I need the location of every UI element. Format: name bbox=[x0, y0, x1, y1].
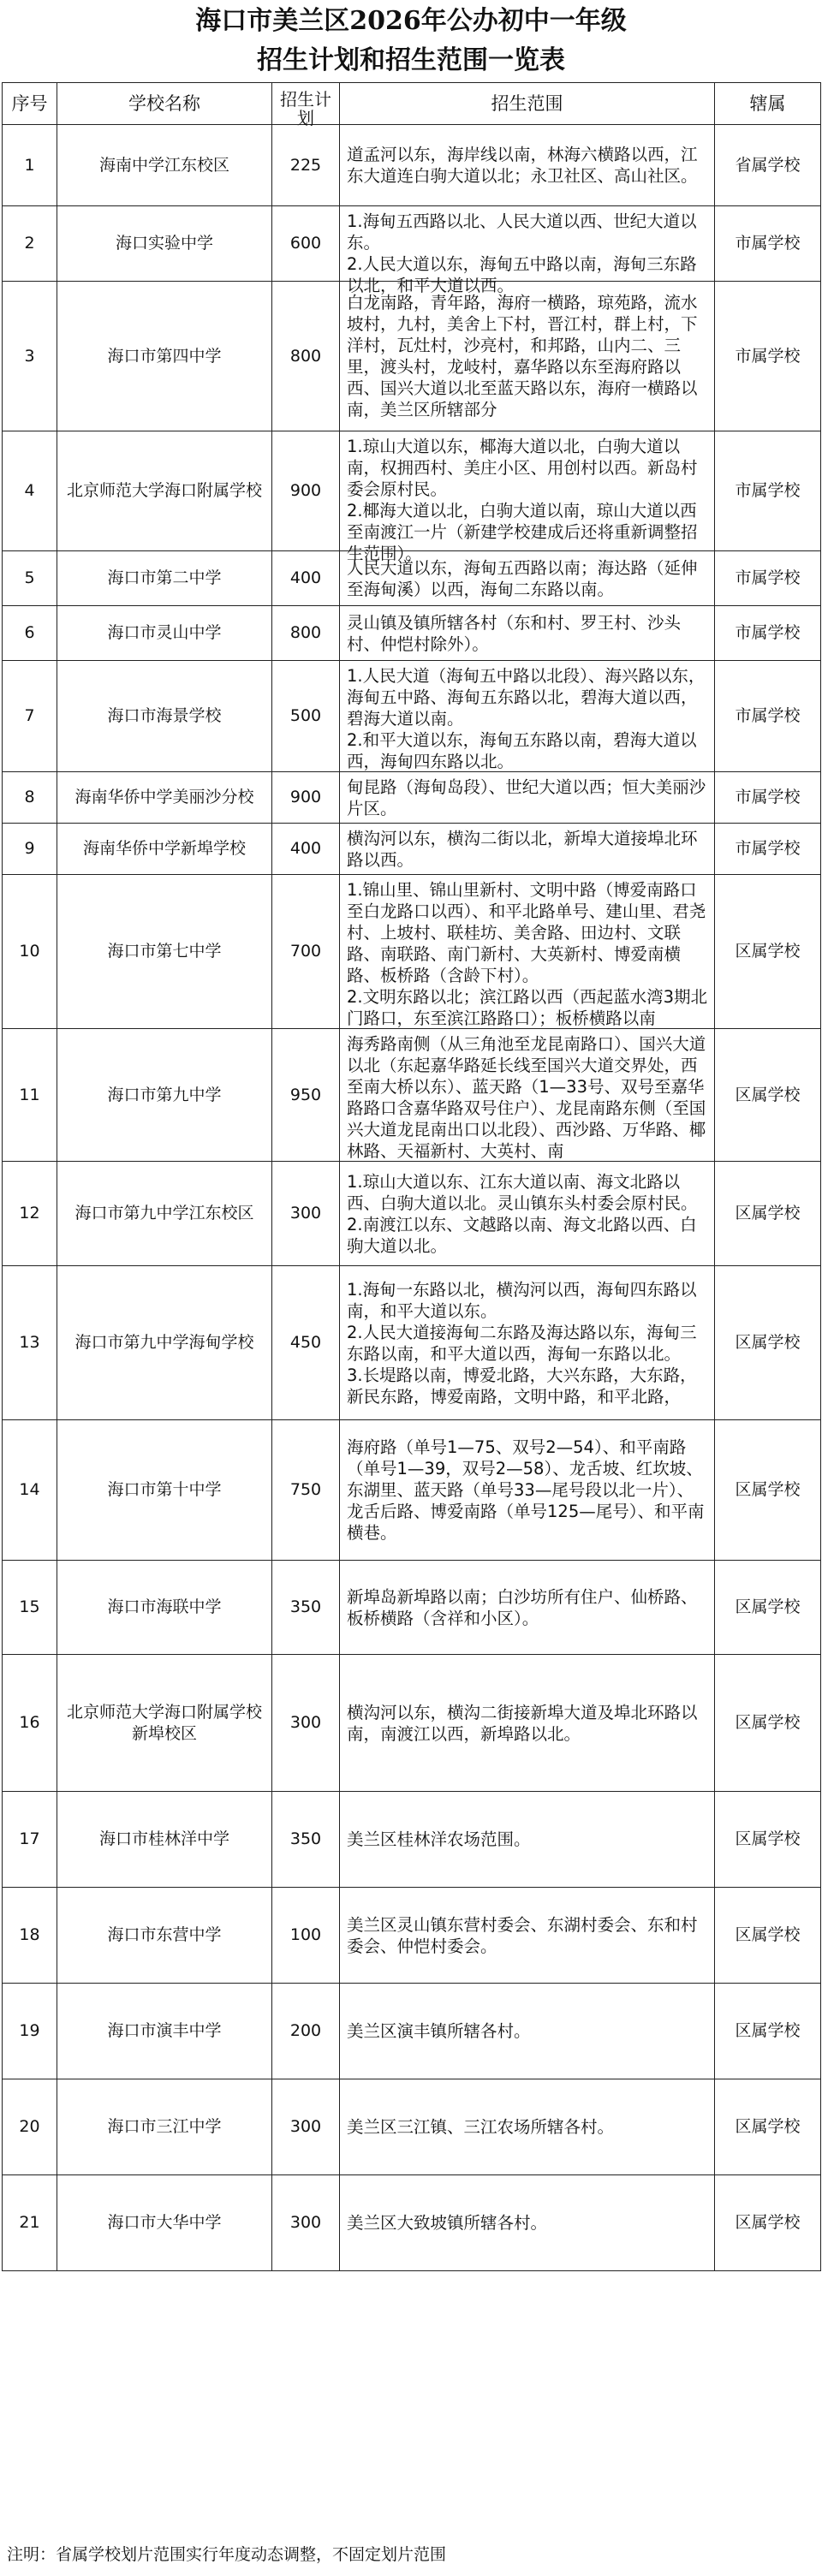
enrollment-scope-text bbox=[347, 665, 707, 771]
enrollment-plan: 100 bbox=[272, 1888, 340, 1984]
enrollment-scope-text bbox=[347, 1437, 707, 1544]
school-name: 海口实验中学 bbox=[57, 206, 272, 282]
enrollment-scope-text bbox=[347, 144, 707, 187]
table-row bbox=[3, 551, 821, 606]
enrollment-scope bbox=[340, 661, 715, 772]
table-row bbox=[3, 606, 821, 661]
school-name: 海口市第十中学 bbox=[57, 1420, 272, 1561]
jurisdiction: 区属学校 bbox=[715, 1792, 821, 1888]
row-number: 13 bbox=[3, 1266, 57, 1420]
enrollment-plan: 400 bbox=[272, 551, 340, 606]
footnote: 注明：省属学校划片范围实行年度动态调整，不固定划片范围 bbox=[7, 2545, 447, 2564]
enrollment-plan: 350 bbox=[272, 1561, 340, 1655]
jurisdiction: 区属学校 bbox=[715, 2079, 821, 2175]
jurisdiction: 省属学校 bbox=[715, 125, 821, 206]
jurisdiction: 市属学校 bbox=[715, 431, 821, 551]
row-number: 16 bbox=[3, 1655, 57, 1792]
row-number: 17 bbox=[3, 1792, 57, 1888]
row-number: 6 bbox=[3, 606, 57, 661]
school-name: 海口市东营中学 bbox=[57, 1888, 272, 1984]
enrollment-plan: 900 bbox=[272, 772, 340, 824]
enrollment-plan: 500 bbox=[272, 661, 340, 772]
scope-paragraph: 3.长堤路以南，博爱北路，大兴东路，大东路，新民东路，博爱南路，文明中路，和平北路， bbox=[347, 1365, 697, 1407]
school-name: 海口市大华中学 bbox=[57, 2175, 272, 2271]
jurisdiction: 市属学校 bbox=[715, 661, 821, 772]
row-number: 19 bbox=[3, 1984, 57, 2079]
enrollment-scope bbox=[340, 1162, 715, 1266]
table-row bbox=[3, 1420, 821, 1561]
school-name: 海南华侨中学美丽沙分校 bbox=[57, 772, 272, 824]
enrollment-scope bbox=[340, 1029, 715, 1162]
scope-paragraph: 人民大道以东，海甸五西路以南；海达路（延伸至海甸溪）以西，海甸二东路以南。 bbox=[347, 557, 698, 599]
enrollment-scope-text bbox=[347, 2116, 707, 2138]
jurisdiction: 区属学校 bbox=[715, 875, 821, 1029]
jurisdiction: 市属学校 bbox=[715, 551, 821, 606]
enrollment-plan: 400 bbox=[272, 824, 340, 875]
enrollment-scope bbox=[340, 875, 715, 1029]
table-row bbox=[3, 661, 821, 772]
document-title bbox=[0, 0, 822, 82]
enrollment-scope-text bbox=[347, 776, 707, 819]
school-name: 海口市第九中学江东校区 bbox=[57, 1162, 272, 1266]
enrollment-scope bbox=[340, 125, 715, 206]
jurisdiction: 区属学校 bbox=[715, 2175, 821, 2271]
enrollment-scope bbox=[340, 431, 715, 563]
enrollment-scope bbox=[340, 282, 715, 431]
scope-paragraph: 甸昆路（海甸岛段）、世纪大道以西；恒大美丽沙片区。 bbox=[347, 776, 706, 818]
school-name: 海口市灵山中学 bbox=[57, 606, 272, 661]
scope-paragraph: 新埠岛新埠路以南；白沙坊所有住户、仙桥路、板桥横路（含祥和小区）。 bbox=[347, 1586, 698, 1628]
scope-paragraph: 1.海甸一东路以北，横沟河以西，海甸四东路以南，和平大道以东。 bbox=[347, 1279, 697, 1321]
enrollment-scope bbox=[340, 1888, 715, 1984]
enrollment-scope-text bbox=[347, 828, 707, 871]
table-row bbox=[3, 2175, 821, 2271]
header-no: 序号 bbox=[3, 83, 57, 125]
table-row bbox=[3, 772, 821, 824]
table-row bbox=[3, 1984, 821, 2079]
enrollment-scope bbox=[340, 551, 715, 606]
row-number: 21 bbox=[3, 2175, 57, 2271]
enrollment-plan: 300 bbox=[272, 2175, 340, 2271]
scope-paragraph: 2.文明东路以北；滨江路以西（西起蓝水湾3期北门路口，东至滨江路路口）；板桥横路以南 bbox=[347, 986, 708, 1028]
scope-paragraph: 2.人民大道以东，海甸五中路以南，海甸三东路以北，和平大道以西。 bbox=[347, 253, 697, 295]
row-number: 5 bbox=[3, 551, 57, 606]
enrollment-scope bbox=[340, 1266, 715, 1420]
enrollment-table bbox=[2, 82, 821, 2271]
enrollment-scope-text bbox=[347, 292, 707, 420]
jurisdiction: 市属学校 bbox=[715, 206, 821, 282]
header-row bbox=[3, 83, 821, 125]
enrollment-plan: 225 bbox=[272, 125, 340, 206]
enrollment-plan: 600 bbox=[272, 206, 340, 282]
header-plan-label: 招生计划 bbox=[280, 89, 331, 128]
enrollment-plan: 200 bbox=[272, 1984, 340, 2079]
row-number: 1 bbox=[3, 125, 57, 206]
enrollment-scope-text bbox=[347, 1829, 707, 1850]
scope-paragraph: 横沟河以东，横沟二街以北，新埠大道接埠北环路以西。 bbox=[347, 828, 698, 870]
enrollment-scope-text bbox=[347, 436, 707, 563]
row-number: 9 bbox=[3, 824, 57, 875]
jurisdiction: 市属学校 bbox=[715, 606, 821, 661]
row-number: 3 bbox=[3, 282, 57, 431]
table-row bbox=[3, 125, 821, 206]
scope-paragraph: 美兰区灵山镇东营村委会、东湖村委会、东和村委会、仲恺村委会。 bbox=[347, 1914, 698, 1956]
row-number: 11 bbox=[3, 1029, 57, 1162]
enrollment-scope-text bbox=[347, 1702, 707, 1745]
scope-paragraph: 1.琼山大道以东、江东大道以南、海文北路以西、白驹大道以北。灵山镇东头村委会原村民。 bbox=[347, 1171, 698, 1213]
enrollment-plan: 300 bbox=[272, 2079, 340, 2175]
table-row bbox=[3, 1792, 821, 1888]
scope-paragraph: 2.人民大道接海甸二东路及海达路以东，海甸三东路以南，和平大道以西，海甸一东路以北。 bbox=[347, 1322, 697, 1364]
scope-paragraph: 美兰区桂林洋农场范围。 bbox=[347, 1829, 531, 1849]
enrollment-scope-text bbox=[347, 557, 707, 600]
enrollment-scope bbox=[340, 824, 715, 875]
scope-paragraph: 2.南渡江以东、文越路以南、海文北路以西、白驹大道以北。 bbox=[347, 1214, 697, 1256]
school-name: 海南华侨中学新埠学校 bbox=[57, 824, 272, 875]
scope-paragraph: 2.椰海大道以北，白驹大道以南，琼山大道以西至南渡江一片（新建学校建成后还将重新调整招生范围）。 bbox=[347, 500, 698, 563]
scope-paragraph: 灵山镇及镇所辖各村（东和村、罗王村、沙头村、仲恺村除外）。 bbox=[347, 612, 682, 654]
enrollment-scope bbox=[340, 1561, 715, 1655]
jurisdiction: 市属学校 bbox=[715, 282, 821, 431]
school-name: 海口市第四中学 bbox=[57, 282, 272, 431]
enrollment-scope-text bbox=[347, 879, 708, 1028]
row-number: 14 bbox=[3, 1420, 57, 1561]
enrollment-scope-text bbox=[347, 1586, 707, 1629]
enrollment-scope-text bbox=[347, 612, 707, 655]
school-name: 海口市第七中学 bbox=[57, 875, 272, 1029]
scope-paragraph: 美兰区大致坡镇所辖各村。 bbox=[347, 2213, 548, 2233]
jurisdiction: 区属学校 bbox=[715, 1984, 821, 2079]
table-row bbox=[3, 1266, 821, 1420]
school-name: 海口市海景学校 bbox=[57, 661, 272, 772]
scope-paragraph: 1.琼山大道以东，椰海大道以北，白驹大道以南，权拥西村、美庄小区、用创村以西。新岛村委会原村民。 bbox=[347, 436, 698, 499]
school-name: 海口市海联中学 bbox=[57, 1561, 272, 1655]
scope-paragraph: 海府路（单号1—75、双号2—54）、和平南路（单号1—39，双号2—58）、龙舌坡、红坎坡、东湖里、蓝天路（单号33—尾号段以北一片）、龙舌后路、博爱南路（单号125—尾号）、和平南横巷。 bbox=[347, 1437, 705, 1543]
row-number: 4 bbox=[3, 431, 57, 551]
jurisdiction: 区属学校 bbox=[715, 1561, 821, 1655]
enrollment-plan: 900 bbox=[272, 431, 340, 551]
title-line-1: 海口市美兰区2026年公办初中一年级 bbox=[195, 6, 627, 36]
scope-paragraph: 1.锦山里、锦山里新村、文明中路（博爱南路口至白龙路口以西）、和平北路单号、建山里、君尧村、上坡村、联桂坊、美舍路、田边村、文联路、南联路、南门新村、大英新村、博爱南横路、板桥路（含龄下村）。 bbox=[347, 879, 706, 985]
enrollment-scope bbox=[340, 1420, 715, 1561]
jurisdiction: 市属学校 bbox=[715, 772, 821, 824]
jurisdiction: 区属学校 bbox=[715, 1655, 821, 1792]
header-scope: 招生范围 bbox=[340, 83, 715, 125]
row-number: 7 bbox=[3, 661, 57, 772]
enrollment-scope bbox=[340, 1792, 715, 1888]
jurisdiction: 区属学校 bbox=[715, 1266, 821, 1420]
row-number: 18 bbox=[3, 1888, 57, 1984]
enrollment-scope bbox=[340, 1984, 715, 2079]
school-name: 海口市桂林洋中学 bbox=[57, 1792, 272, 1888]
scope-paragraph: 2.和平大道以东，海甸五东路以南，碧海大道以西，海甸四东路以北。 bbox=[347, 729, 697, 771]
scope-paragraph: 海秀路南侧（从三角池至龙昆南路口）、国兴大道以北（东起嘉华路延长线至国兴大道交界处，西至南大桥以东）、蓝天路（1—33号、双号至嘉华路路口含嘉华路双号住户）、龙昆南路东侧（至国兴大道龙昆南出口以北段）、西沙路、万华路、椰林路、天福新村、大英村、南 bbox=[347, 1033, 706, 1161]
table-row bbox=[3, 1029, 821, 1162]
enrollment-scope bbox=[340, 772, 715, 824]
jurisdiction: 区属学校 bbox=[715, 1420, 821, 1561]
enrollment-scope bbox=[340, 606, 715, 661]
row-number: 2 bbox=[3, 206, 57, 282]
school-name: 北京师范大学海口附属学校新埠校区 bbox=[57, 1655, 272, 1792]
enrollment-scope bbox=[340, 2079, 715, 2175]
enrollment-scope bbox=[340, 2175, 715, 2271]
school-name: 海口市三江中学 bbox=[57, 2079, 272, 2175]
enrollment-plan: 300 bbox=[272, 1162, 340, 1266]
table-row bbox=[3, 2079, 821, 2175]
jurisdiction: 市属学校 bbox=[715, 824, 821, 875]
row-number: 12 bbox=[3, 1162, 57, 1266]
enrollment-plan: 350 bbox=[272, 1792, 340, 1888]
enrollment-scope-text bbox=[347, 1171, 707, 1257]
enrollment-scope bbox=[340, 1655, 715, 1792]
scope-paragraph: 1.海甸五西路以北、人民大道以西、世纪大道以东。 bbox=[347, 211, 697, 253]
table-row bbox=[3, 1162, 821, 1266]
enrollment-scope-text bbox=[347, 211, 707, 295]
table-row bbox=[3, 1561, 821, 1655]
school-name: 海口市第九中学海甸学校 bbox=[57, 1266, 272, 1420]
row-number: 20 bbox=[3, 2079, 57, 2175]
header-jurisdiction: 辖属 bbox=[715, 83, 821, 125]
table-row bbox=[3, 875, 821, 1029]
row-number: 15 bbox=[3, 1561, 57, 1655]
row-number: 10 bbox=[3, 875, 57, 1029]
jurisdiction: 区属学校 bbox=[715, 1888, 821, 1984]
enrollment-scope-text bbox=[347, 1033, 707, 1161]
school-name: 海口市第二中学 bbox=[57, 551, 272, 606]
enrollment-scope-text bbox=[347, 2212, 707, 2234]
enrollment-scope bbox=[340, 206, 715, 295]
school-name: 海南中学江东校区 bbox=[57, 125, 272, 206]
enrollment-plan: 700 bbox=[272, 875, 340, 1029]
header-plan bbox=[272, 83, 340, 128]
header-school: 学校名称 bbox=[57, 83, 272, 125]
enrollment-plan: 800 bbox=[272, 282, 340, 431]
scope-paragraph: 1.人民大道（海甸五中路以北段）、海兴路以东，海甸五中路、海甸五东路以北，碧海大道以西，碧海大道以南。 bbox=[347, 665, 706, 729]
enrollment-scope-text bbox=[347, 2020, 707, 2042]
title-line-2: 招生计划和招生范围一览表 bbox=[257, 45, 565, 75]
table-row bbox=[3, 206, 821, 282]
table-body bbox=[3, 125, 821, 2271]
table-row bbox=[3, 282, 821, 431]
table-row bbox=[3, 1888, 821, 1984]
school-name: 海口市演丰中学 bbox=[57, 1984, 272, 2079]
scope-paragraph: 白龙南路，青年路，海府一横路，琼苑路，流水坡村，九村，美舍上下村，晋江村，群上村，下洋村，瓦灶村，沙亮村，和邦路，山内二、三里，渡头村，龙岐村，嘉华路以东至海府路以西、国兴大道以北至蓝天路以东，海府一横路以南，美兰区所辖部分 bbox=[347, 293, 698, 419]
enrollment-plan: 300 bbox=[272, 1655, 340, 1792]
enrollment-plan: 950 bbox=[272, 1029, 340, 1162]
enrollment-plan: 450 bbox=[272, 1266, 340, 1420]
row-number: 8 bbox=[3, 772, 57, 824]
table-row bbox=[3, 1655, 821, 1792]
scope-paragraph: 道孟河以东，海岸线以南，林海六横路以西，江东大道连白驹大道以北；永卫社区、高山社区。 bbox=[347, 145, 698, 186]
jurisdiction: 区属学校 bbox=[715, 1029, 821, 1162]
table-row bbox=[3, 431, 821, 551]
school-name: 海口市第九中学 bbox=[57, 1029, 272, 1162]
enrollment-scope-text bbox=[347, 1279, 707, 1407]
table-row bbox=[3, 824, 821, 875]
enrollment-plan: 800 bbox=[272, 606, 340, 661]
school-name: 北京师范大学海口附属学校 bbox=[57, 431, 272, 551]
scope-paragraph: 横沟河以东，横沟二街接新埠大道及埠北环路以南，南渡江以西，新埠路以北。 bbox=[347, 1702, 698, 1744]
scope-paragraph: 美兰区演丰镇所辖各村。 bbox=[347, 2021, 531, 2041]
scope-paragraph: 美兰区三江镇、三江农场所辖各村。 bbox=[347, 2117, 615, 2137]
enrollment-plan: 750 bbox=[272, 1420, 340, 1561]
enrollment-scope-text bbox=[347, 1914, 707, 1957]
jurisdiction: 区属学校 bbox=[715, 1162, 821, 1266]
